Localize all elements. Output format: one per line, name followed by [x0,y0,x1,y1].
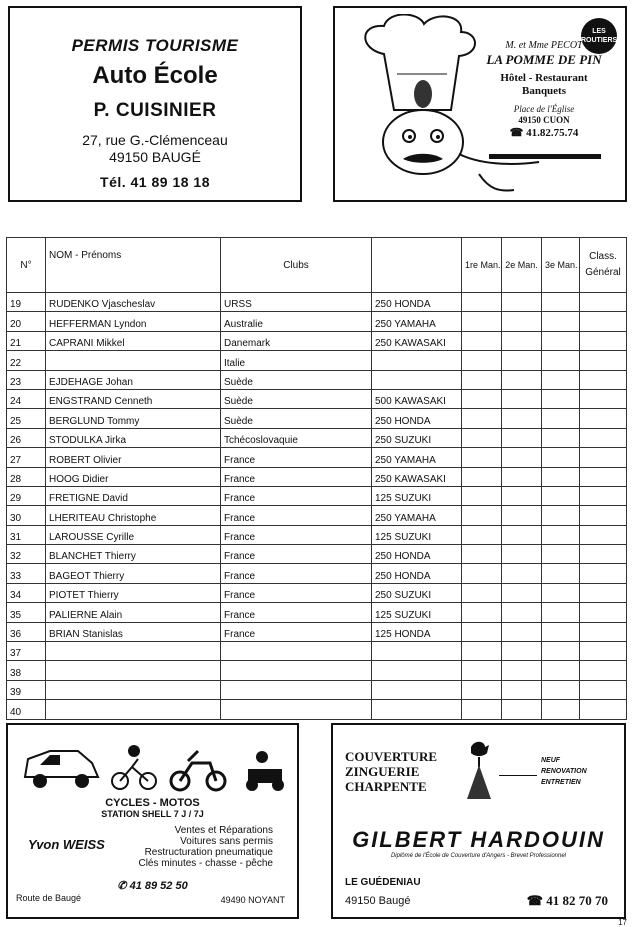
cell-name [46,661,221,680]
table-row [7,506,627,525]
cell-bike: 125 HONDA [372,622,462,641]
cell-round-3 [542,370,580,389]
table-row [7,486,627,505]
cell-round-3 [542,351,580,370]
cell-bike: 500 KAWASAKI [372,389,462,408]
cycles-station: STATION SHELL 7 J / 7J [101,809,204,819]
cell-overall [580,448,627,467]
restaurant-owners: M. et Mme PECOT [505,40,583,51]
cell-number: 31 [7,525,46,544]
cell-name: PALIERNE Alain [46,603,221,622]
cell-round-1 [462,661,502,680]
cell-name: CAPRANI Mikkel [46,331,221,350]
cell-overall [580,622,627,641]
cell-name: FRETIGNE David [46,486,221,505]
cell-name: BRIAN Stanislas [46,622,221,641]
cell-overall [580,389,627,408]
cell-round-1 [462,312,502,331]
cell-club [221,642,372,661]
trade-item: CHARPENTE [345,779,427,794]
cell-club [221,700,372,719]
cell-round-1 [462,409,502,428]
cell-round-2 [502,351,542,370]
cell-club: Tchécoslovaquie [221,428,372,447]
rooster-steeple-icon [461,737,497,801]
table-row [7,312,627,331]
roofing-diploma: Diplômé de l'École de Couverture d'Angers - Brevet Professionnel [390,853,567,859]
cell-overall [580,680,627,699]
cell-overall [580,525,627,544]
cell-round-1 [462,370,502,389]
cell-club: France [221,603,372,622]
cell-name: PIOTET Thierry [46,583,221,602]
cell-number: 38 [7,661,46,680]
cell-name: BERGLUND Tommy [46,409,221,428]
cell-round-1 [462,293,502,312]
col-header-round-2: 2e Man. [502,238,542,293]
cell-bike [372,351,462,370]
page-number: 17 [618,918,627,927]
cell-club: France [221,486,372,505]
cell-round-3 [542,486,580,505]
results-body [7,293,627,720]
cell-round-3 [542,506,580,525]
cycles-services [138,825,273,869]
cell-overall [580,642,627,661]
table-row [7,331,627,350]
col-header-club: Clubs [221,238,372,293]
cell-name: HEFFERMAN Lyndon [46,312,221,331]
cell-name: LAROUSSE Cyrille [46,525,221,544]
table-row [7,680,627,699]
restaurant-phone-number: 41.82.75.74 [526,127,579,139]
cell-club: Australie [221,312,372,331]
cell-round-3 [542,409,580,428]
cell-number: 27 [7,448,46,467]
cell-bike: 250 HONDA [372,409,462,428]
cell-round-3 [542,680,580,699]
ad-phone: Tél. 41 89 18 18 [100,174,210,190]
cell-number: 28 [7,467,46,486]
cell-club: France [221,622,372,641]
table-row [7,389,627,408]
cell-bike [372,680,462,699]
table-row [7,564,627,583]
cell-overall [580,467,627,486]
cell-name: BLANCHET Thierry [46,545,221,564]
table-row [7,622,627,641]
cell-overall [580,661,627,680]
cell-bike [372,642,462,661]
cell-bike [372,661,462,680]
cell-round-3 [542,642,580,661]
cell-overall [580,293,627,312]
cell-name: HOOG Didier [46,467,221,486]
cell-bike: 250 YAMAHA [372,448,462,467]
cell-round-1 [462,428,502,447]
trade-item: COUVERTURE [345,749,437,764]
restaurant-banquets: Banquets [521,85,567,97]
table-row [7,700,627,719]
service-item: Voitures sans permis [180,836,273,847]
restaurant-phone [469,126,619,139]
cell-overall [580,351,627,370]
cell-club: Danemark [221,331,372,350]
cell-name [46,642,221,661]
cell-club: Suède [221,409,372,428]
cycles-city: 49490 NOYANT [220,895,285,905]
vehicles-illustration [20,739,290,795]
table-row [7,603,627,622]
cell-overall [580,409,627,428]
cell-round-2 [502,506,542,525]
cell-round-3 [542,583,580,602]
cell-number: 37 [7,642,46,661]
cell-club: Suède [221,389,372,408]
cell-round-3 [542,467,580,486]
ad-address-city: 49150 BAUGÉ [109,149,201,165]
restaurant-city: 49150 CUON [518,115,570,125]
cell-round-2 [502,448,542,467]
service-item: Clés minutes - chasse - pêche [138,858,273,869]
phone-icon: ☎ [526,893,547,908]
routiers-badge: LES ROUTIERS [581,18,617,54]
cell-round-1 [462,351,502,370]
col-header-number: N° [7,238,46,293]
table-row [7,351,627,370]
cell-overall [580,564,627,583]
col-header-round-3: 3e Man. [542,238,580,293]
table-row [7,467,627,486]
cell-number: 26 [7,428,46,447]
cell-number: 30 [7,506,46,525]
tag-item: RENOVATION [541,768,587,775]
cell-bike: 250 HONDA [372,293,462,312]
cycles-phone [8,879,297,892]
cell-round-2 [502,312,542,331]
cell-round-1 [462,389,502,408]
col-header-name: NOM - Prénoms [46,238,221,293]
cell-club: France [221,545,372,564]
tag-item: ENTRETIEN [541,779,581,786]
cell-bike: 250 YAMAHA [372,312,462,331]
ad-cycles [6,723,299,919]
cell-name: ENGSTRAND Cenneth [46,389,221,408]
table-row [7,525,627,544]
cell-name: ROBERT Olivier [46,448,221,467]
cell-round-1 [462,467,502,486]
cell-round-2 [502,525,542,544]
cell-bike: 250 SUZUKI [372,583,462,602]
table-row [7,448,627,467]
ad-line-auto-ecole: Auto École [92,62,218,89]
cell-round-2 [502,389,542,408]
restaurant-type: Hôtel - Restaurant [500,72,588,84]
cell-round-3 [542,603,580,622]
cell-number: 25 [7,409,46,428]
cell-number: 39 [7,680,46,699]
cell-round-2 [502,486,542,505]
cell-bike: 250 KAWASAKI [372,467,462,486]
cell-bike: 125 SUZUKI [372,603,462,622]
cell-round-1 [462,622,502,641]
table-row [7,428,627,447]
cell-round-2 [502,467,542,486]
table-row [7,370,627,389]
ad-driving-school [8,6,302,202]
cell-bike [372,700,462,719]
cell-number: 19 [7,293,46,312]
cell-round-3 [542,312,580,331]
cell-name: RUDENKO Vjascheslav [46,293,221,312]
cell-number: 32 [7,545,46,564]
roofing-name: GILBERT HARDOUIN [352,827,605,852]
service-item: Restructuration pneumatique [144,847,273,858]
phone-icon: ✆ [117,880,130,892]
cell-round-1 [462,680,502,699]
table-row [7,545,627,564]
cell-round-2 [502,409,542,428]
tag-item: NEUF [541,757,561,764]
roofing-city: 49150 Baugé [345,895,411,907]
cycles-phone-number: 41 89 52 50 [129,880,188,892]
cell-round-1 [462,700,502,719]
cell-club [221,680,372,699]
cell-number: 35 [7,603,46,622]
cell-round-1 [462,331,502,350]
ad-owner-name: P. CUISINIER [93,100,217,121]
cell-name: LHERITEAU Christophe [46,506,221,525]
cycles-title: CYCLES - MOTOS [105,797,200,809]
cell-round-3 [542,700,580,719]
cell-round-1 [462,545,502,564]
cell-bike: 125 SUZUKI [372,525,462,544]
cell-name: BAGEOT Thierry [46,564,221,583]
cell-bike: 250 SUZUKI [372,428,462,447]
cell-overall [580,428,627,447]
cell-overall [580,700,627,719]
cell-round-1 [462,525,502,544]
cell-overall [580,583,627,602]
cell-round-3 [542,525,580,544]
table-row [7,583,627,602]
cell-number: 33 [7,564,46,583]
cell-number: 24 [7,389,46,408]
cell-round-2 [502,583,542,602]
cell-club: Italie [221,351,372,370]
cell-club: Suède [221,370,372,389]
cell-round-2 [502,700,542,719]
cell-number: 23 [7,370,46,389]
cell-round-1 [462,448,502,467]
cell-number: 22 [7,351,46,370]
cell-round-2 [502,564,542,583]
cell-number: 34 [7,583,46,602]
table-row [7,293,627,312]
cell-round-2 [502,545,542,564]
ad-address-street: 27, rue G.-Clémenceau [82,132,228,148]
cell-overall [580,603,627,622]
roofing-place: LE GUÉDENIAU [345,877,421,888]
cell-round-3 [542,661,580,680]
table-row [7,661,627,680]
cell-name [46,700,221,719]
cell-bike: 250 YAMAHA [372,506,462,525]
cell-number: 36 [7,622,46,641]
cell-round-3 [542,622,580,641]
restaurant-place: Place de l'Église [513,104,575,114]
cell-round-2 [502,680,542,699]
cell-number: 29 [7,486,46,505]
cell-club: France [221,525,372,544]
roofing-phone-number: 41 82 70 70 [546,893,608,908]
cell-overall [580,506,627,525]
cell-round-3 [542,564,580,583]
cell-club: France [221,564,372,583]
cell-number: 21 [7,331,46,350]
roofing-phone [527,893,608,909]
cell-number: 20 [7,312,46,331]
cell-bike: 125 SUZUKI [372,486,462,505]
cell-overall [580,331,627,350]
col-header-bike [372,238,462,293]
cell-overall [580,370,627,389]
table-header-row [7,238,627,293]
ad-line-permis: PERMIS TOURISME [71,36,239,55]
cell-overall [580,486,627,505]
cell-bike [372,370,462,389]
cell-name [46,351,221,370]
cell-round-1 [462,506,502,525]
ad-restaurant [333,6,627,202]
results-table [6,237,627,720]
cell-club: URSS [221,293,372,312]
cell-round-2 [502,622,542,641]
cycles-owner: Yvon WEISS [28,837,105,852]
cell-club: France [221,448,372,467]
phone-icon: ☎ [509,127,527,139]
cell-bike: 250 HONDA [372,564,462,583]
roofing-trades [345,749,437,794]
cell-round-1 [462,583,502,602]
cell-round-2 [502,293,542,312]
table-row [7,409,627,428]
cell-round-1 [462,486,502,505]
cell-bike: 250 HONDA [372,545,462,564]
cell-name [46,680,221,699]
cell-round-2 [502,370,542,389]
cell-overall [580,312,627,331]
cell-round-3 [542,331,580,350]
cell-round-1 [462,564,502,583]
col-header-round-1: 1re Man. [462,238,502,293]
cell-round-2 [502,642,542,661]
table-row [7,642,627,661]
cell-number: 40 [7,700,46,719]
cell-name: EJDEHAGE Johan [46,370,221,389]
cell-round-1 [462,642,502,661]
restaurant-name: LA POMME DE PIN [486,52,602,67]
cell-round-3 [542,293,580,312]
cell-club: France [221,506,372,525]
cell-round-3 [542,545,580,564]
cell-club: France [221,467,372,486]
cell-bike: 250 KAWASAKI [372,331,462,350]
ad-address [10,132,300,166]
cell-round-2 [502,661,542,680]
cell-club: France [221,583,372,602]
cell-club [221,661,372,680]
cell-round-3 [542,428,580,447]
cell-round-1 [462,603,502,622]
cell-round-2 [502,428,542,447]
cell-round-3 [542,448,580,467]
cycles-road: Route de Baugé [16,893,82,903]
cell-round-2 [502,603,542,622]
cell-name: STODULKA Jirka [46,428,221,447]
trade-item: ZINGUERIE [345,764,420,779]
service-item: Ventes et Réparations [174,825,273,836]
roofing-tags [541,755,587,788]
divider-line [499,775,537,776]
col-header-overall: Class. Général [580,238,627,293]
cell-round-2 [502,331,542,350]
ad-roofing [331,723,626,919]
cell-round-3 [542,389,580,408]
cell-overall [580,545,627,564]
